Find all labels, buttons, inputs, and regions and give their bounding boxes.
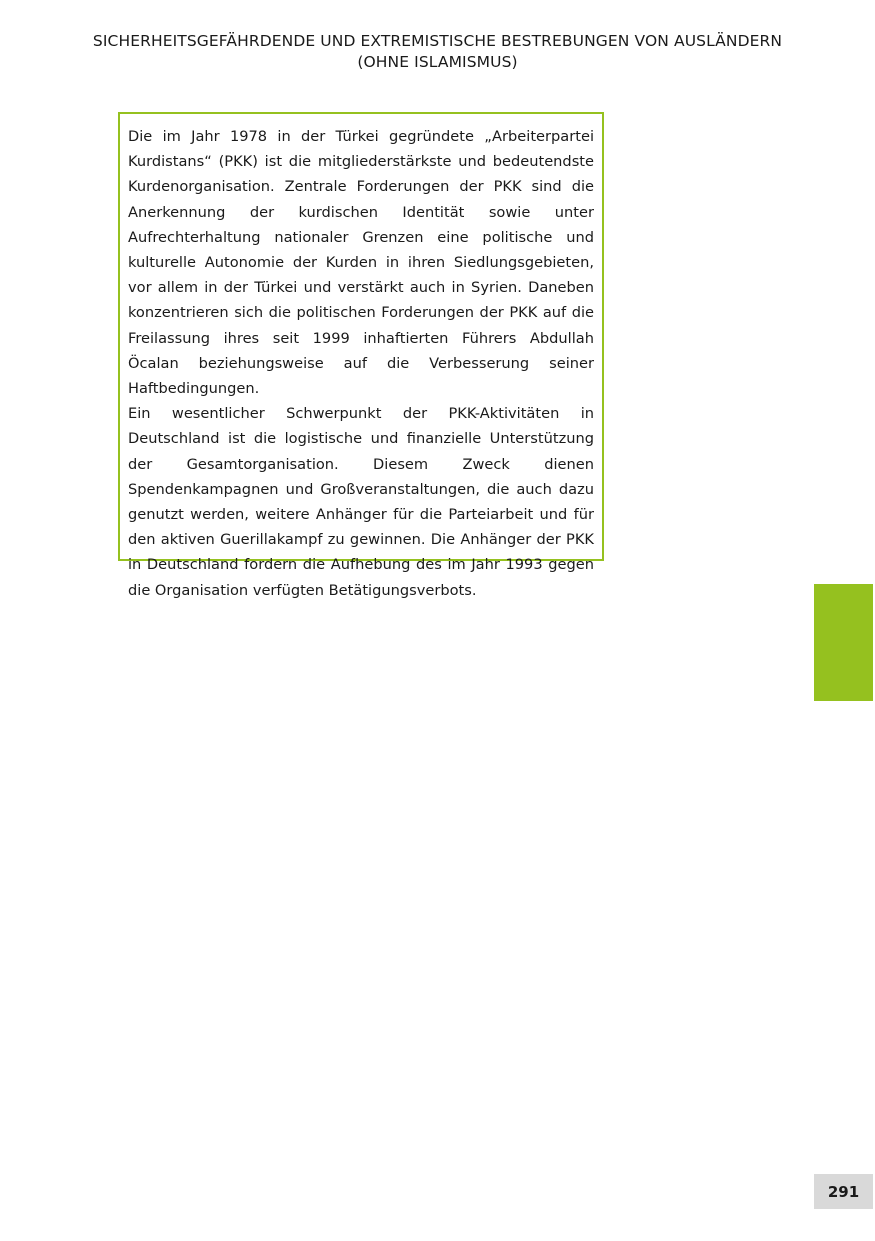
running-header-line-2: (OHNE ISLAMISMUS): [357, 53, 518, 71]
chapter-side-tab: [814, 584, 873, 701]
running-header-line-1: SICHERHEITSGEFÄHRDENDE UND EXTREMISTISCHE BESTREBUNGEN VON AUSLÄNDERN: [92, 32, 783, 50]
info-paragraph-1: Die im Jahr 1978 in der Türkei gegründete „Arbeiterpartei Kurdistans“ (PKK) ist die mitgliederstärkste und bedeutendste Kurdenorganisation. Zentrale Forderungen der PKK sind die Anerkennung der kurdischen Identität sowie unter Aufrechterhaltung nationaler Grenzen eine politische und kulturelle Autonomie der Kurden in ihren Siedlungsgebieten, vor allem in der Türkei und verstärkt auch in Syrien. Daneben konzentrieren sich die politischen Forderungen der PKK auf die Freilassung ihres seit 1999 inhaftierten Führers Abdullah Öcalan beziehungsweise auf die Verbesserung seiner Haftbedingungen.: [128, 128, 594, 398]
page-number-label: 291: [827, 1182, 860, 1201]
info-box: [118, 112, 604, 599]
running-header: [0, 31, 875, 73]
page-number: [814, 1174, 873, 1209]
info-paragraph-2: Ein wesentlicher Schwerpunkt der PKK-Aktivitäten in Deutschland ist die logistische und finanzielle Unterstützung der Gesamtorganisation. Diesem Zweck dienen Spendenkampagnen und Großveranstaltungen, die auch dazu genutzt werden, weitere Anhänger für die Parteiarbeit und für den aktiven Guerillakampf zu gewinnen. Die Anhänger der PKK in Deutschland fordern die Aufhebung des im Jahr 1993 gegen die Organisation verfügten Betätigungsverbots.: [128, 405, 594, 599]
